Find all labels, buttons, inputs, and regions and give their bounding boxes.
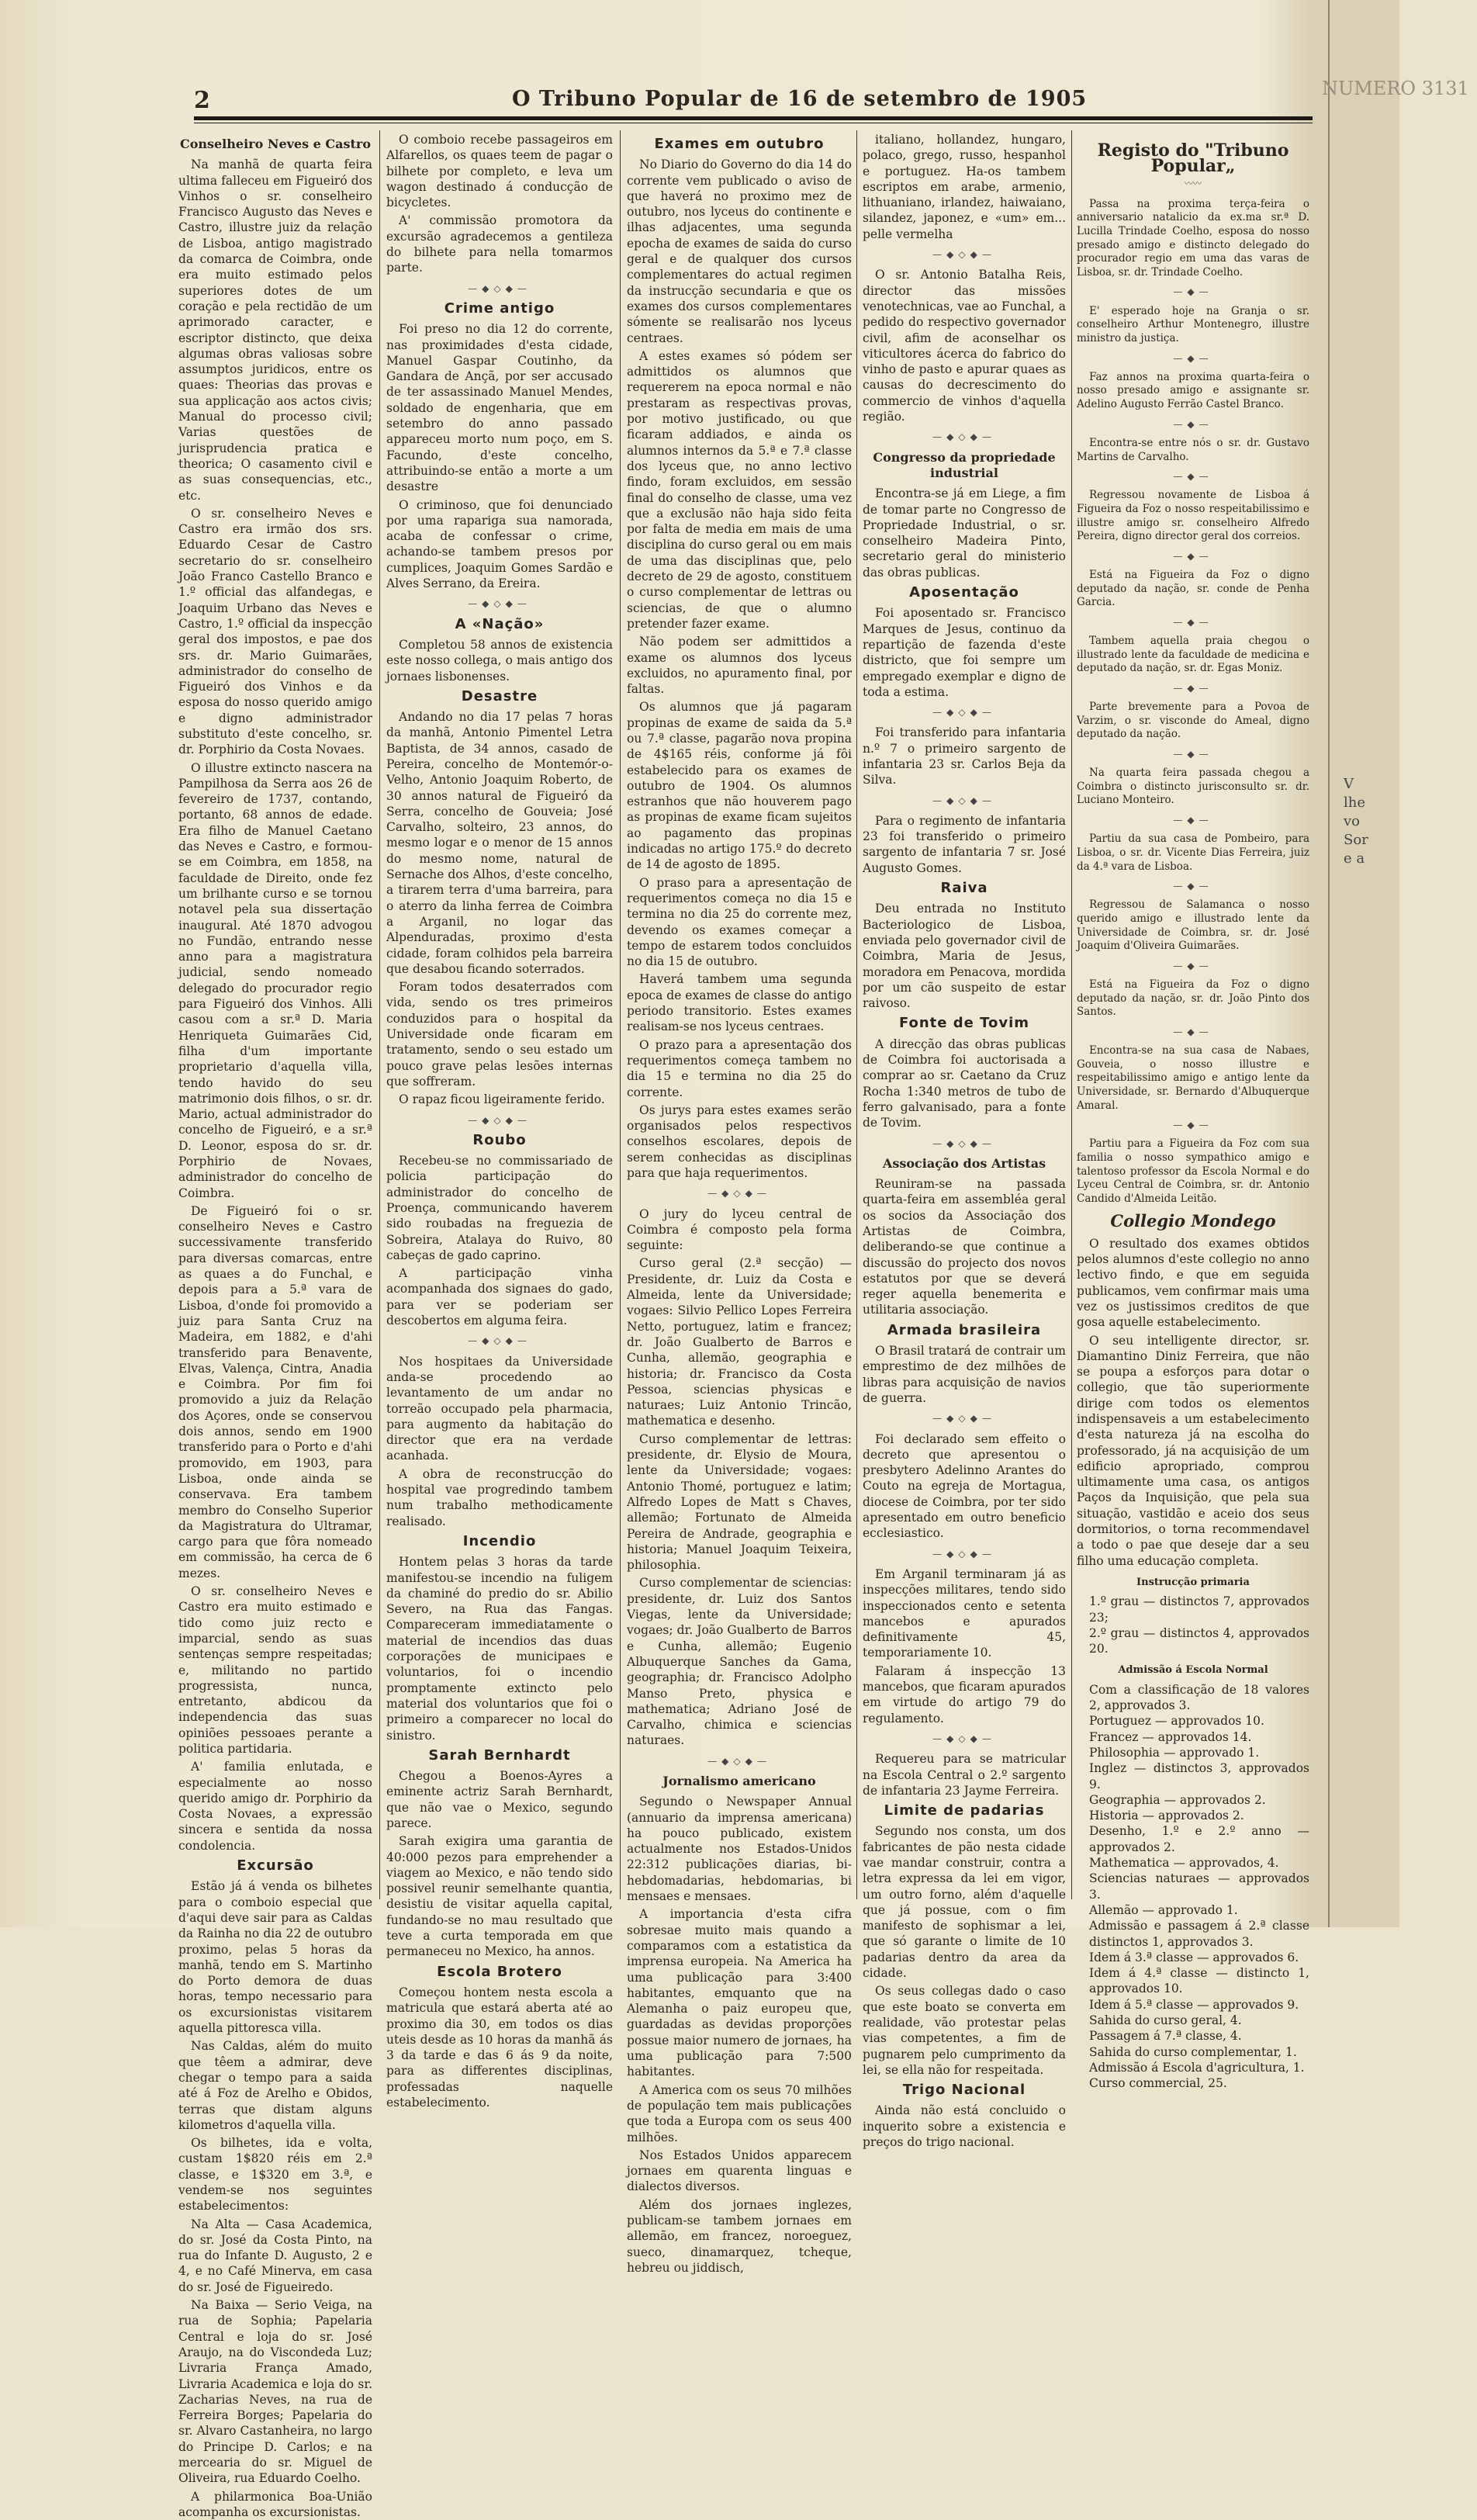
adjacent-page-fragment: V xyxy=(1344,776,1354,792)
adjacent-page-heading: NUMERO 3131 xyxy=(1322,78,1469,99)
article-heading: Limite de padarias xyxy=(884,1802,1045,1819)
article-heading: A «Nação» xyxy=(455,615,545,632)
paragraph: Começou hontem nesta escola a matricula que estará aberta até ao proximo dia 30, em todos os dias uteis desde as 10 horas da manhã ás 3 da tarde e das 6 ás 9 da noite, para as differentes disciplinas, professadas naquelle estabelecimento. xyxy=(386,1985,613,2110)
paragraph: Deu entrada no Instituto Bacteriologico de Lisboa, enviada pelo governador civil de Coimbra, Maria de Jesus, moradora em Penacova, mordida por um cão suspeito de estar raivoso. xyxy=(863,902,1066,1011)
exam-result: Allemão — approvado 1. xyxy=(1089,1902,1238,1917)
column-divider xyxy=(620,130,621,1899)
paragraph: Requereu para se matricular na Escola Central o 2.º sargento de infantaria 23 Jayme Ferreira. xyxy=(863,1752,1066,1798)
article-heading: Incendio xyxy=(462,1532,537,1549)
ornament-divider: —◆— xyxy=(1173,749,1213,760)
paragraph: O comboio recebe passageiros em Alfarellos, os quaes teem de pagar o bilhete por completo, e leva um wagon destinado á conducção de bicycletes. xyxy=(386,133,613,210)
paragraph: O praso para a apresentação de requerimentos começa no dia 15 e termina no dia 25 do corrente mez, devendo os exames começar a tempo de estarem todos concluidos no dia 15 de outubro. xyxy=(627,875,852,969)
exam-result: Admissão á Escola d'agricultura, 1. xyxy=(1089,2060,1305,2075)
exam-result: Inglez — distinctos 3, approvados 9. xyxy=(1089,1761,1309,1791)
registo-item: Tambem aquella praia chegou o illustrado lente da faculdade de medicina e deputado da nação, sr. dr. Egas Moniz. xyxy=(1077,635,1309,675)
ornament-divider: —◆— xyxy=(1173,616,1213,628)
article-heading: Roubo xyxy=(472,1131,527,1148)
adjacent-page-fragment: e a xyxy=(1344,850,1365,867)
paragraph: Haverá tambem uma segunda epoca de exames de classe do antigo periodo transitorio. Estes exames realisam-se nos lyceus centraes. xyxy=(627,972,852,1034)
ornament-divider: —◆◇◆— xyxy=(932,249,996,261)
paragraph: Segundo o Newspaper Annual (annuario da imprensa americana) ha pouco publicado, existem actualmente nos Estados-Unidos 22:312 publicações diarias, bi-hebdomadarias, hebdomarias, bi mensaes e mensaes. xyxy=(627,1795,852,1904)
paragraph: Recebeu-se no commissariado de policia participação do administrador do concelho de Proença, communicando haverem sido roubadas na freguezia de Sobreira, Atalaya do Ruivo, 80 cabeças de gado caprino. xyxy=(386,1154,613,1262)
paragraph: A direcção das obras publicas de Coimbra foi auctorisada a comprar ao sr. Caetano da Cruz Rocha 1:340 metros de tubo de ferro galvanisado, para a fonte de Tovim. xyxy=(863,1037,1066,1130)
paragraph: De Figueiró foi o sr. conselheiro Neves e Castro successivamente transferido para diversas comarcas, entre as quaes a do Funchal, e depois para a 5.ª vara de Lisboa, d'onde foi promovido a juiz para Santa Cruz na Madeira, em 1882, e d'ahi transferido para Benavente, Elvas, Valença, Cintra, Anadia e Coimbra. Por fim foi promovido a juiz da Relação dos Açores, onde se conservou dois annos, sendo em 1900 transferido para o Porto e d'ahi promovido, em 1903, para Lisboa, onde ainda se conservava. Era tambem membro do Conselho Superior da Magistratura do Ultramar, cargo para que fôra nomeado em commissão, ha cerca de 6 mezes. xyxy=(178,1203,372,1580)
ornament-divider: —◆◇◆— xyxy=(932,707,996,718)
article-heading: Jornalismo americano xyxy=(662,1773,816,1788)
paragraph: A' commissão promotora da excursão agradecemos a gentileza do bilhete para nella tomarmos parte. xyxy=(386,213,613,275)
paragraph: O sr. conselheiro Neves e Castro era muito estimado e tido como juiz recto e imparcial, sendo as suas sentenças sempre respeitadas; e, militando no partido progressista, nunca, entretanto, abdicou da independencia das suas opiniões pessoaes perante a politica partidaria. xyxy=(178,1584,372,1756)
paragraph: Nos hospitaes da Universidade anda-se procedendo ao levantamento de um andar no torreão occupado pela pharmacia, para augmento da habitação do director que era na verdade acanhada. xyxy=(386,1354,613,1463)
paragraph: Sarah exigira uma garantia de 40:000 pezos para emprehender a viagem ao Mexico, e não tendo sido possivel reunir semelhante quantia, desistiu de visitar aquella capital, fundando-se no mau resultado que teve a curta temporada em que permaneceu no Mexico, ha annos. xyxy=(386,1834,613,1959)
registo-item: Está na Figueira da Foz o digno deputado da nação, sr. dr. João Pinto dos Santos. xyxy=(1077,978,1309,1019)
paragraph: Em Arganil terminaram já as inspecções militares, tendo sido inspeccionados cento e setenta mancebos e apurados definitivamente 45, temporariamente 10. xyxy=(863,1566,1066,1660)
page-header xyxy=(194,87,1311,115)
adjacent-page-fragment: lhe xyxy=(1344,794,1366,811)
paragraph: Além dos jornaes inglezes, publicam-se tambem jornaes em allemão, em francez, noroeguez, sueco, dinamarquez, tcheque, hebreu ou jiddisch, xyxy=(627,2197,852,2275)
paragraph: italiano, hollandez, hungaro, polaco, grego, russo, hespanhol e portuguez. Ha-os tambem escriptos em arabe, armenio, lithuaniano, irlandez, haiwaiano, silandez, japonez, e «um» em... pelle vermelha xyxy=(863,133,1066,241)
ornament-divider: —◆◇◆— xyxy=(932,794,996,806)
ornament-divider: —◆◇◆— xyxy=(707,1188,771,1199)
paragraph: Para o regimento de infantaria 23 foi transferido o primeiro sargento de infantaria 7 sr. José Augusto Gomes. xyxy=(863,813,1066,875)
paragraph: Completou 58 annos de existencia este nosso collega, o mais antigo dos jornaes lisbonenses. xyxy=(386,637,613,684)
paragraph: Ainda não está concluido o inquerito sobre a existencia e preços do trigo nacional. xyxy=(863,2103,1066,2150)
paragraph: Andando no dia 17 pelas 7 horas da manhã, Antonio Pimentel Letra Baptista, de 34 annos, casado de Pereira, concelho de Montemór-o-Velho, Antonio Joaquim Roberto, de 30 annos natural de Figueiró da Serra, concelho de Gouveia; José Carvalho, solteiro, 23 annos, do mesmo logar e o menor de 15 annos do mesmo nome, natural de Sernache dos Alhos, d'este concelho, a tirarem terra d'uma barreira, para o aterro da linha ferrea de Coimbra a Arganil, no logar das Alpenduradas, proximo d'esta cidade, foram colhidos pela barreira que desabou ficando soterrados. xyxy=(386,710,613,976)
paragraph: O jury do lyceu central de Coimbra é composto pela forma seguinte: xyxy=(627,1206,852,1253)
paragraph: A importancia d'esta cifra sobresae muito mais quando a comparamos com a estatistica da imprensa europeia. Na America ha uma publicação para 3:400 habitantes, emquanto que na Alemanha o paiz europeu que, guardadas as devidas proporções possue maior numero de jornaes, ha uma publicação para 7:500 habitantes. xyxy=(627,1907,852,2079)
article-heading: Sarah Bernhardt xyxy=(428,1746,571,1764)
exam-result: Passagem á 7.ª classe, 4. xyxy=(1089,2029,1242,2044)
exam-result: Mathematica — approvados, 4. xyxy=(1089,1856,1279,1871)
registo-item: Na quarta feira passada chegou a Coimbra o distincto jurisconsulto sr. dr. Luciano Monteiro. xyxy=(1077,767,1309,807)
ornament-divider: —◆— xyxy=(1173,1120,1213,1131)
exam-result: 1.º grau — distinctos 7, approvados 23; xyxy=(1089,1594,1309,1625)
section-heading: Registo do "Tribuno Popular„ xyxy=(1097,140,1289,177)
article-heading: Armada brasileira xyxy=(887,1321,1042,1338)
column-4 xyxy=(863,132,1066,2150)
ornament-divider: —◆— xyxy=(1173,815,1213,826)
paragraph: Chegou a Boenos-Ayres a eminente actriz Sarah Bernhardt, que não vae o Mexico, segundo parece. xyxy=(386,1769,613,1830)
paragraph: Na Alta — Casa Academica, do sr. José da Costa Pinto, na rua do Infante D. Augusto, 2 e 4, e no Café Minerva, em casa do sr. José de Figueiredo. xyxy=(178,2217,372,2294)
ornament-divider: —◆◇◆— xyxy=(932,1137,996,1149)
exam-result: Francez — approvados 14. xyxy=(1089,1729,1252,1744)
ornament-divider: 〰〰 xyxy=(1185,178,1202,189)
paragraph: Encontra-se já em Liege, a fim de tomar parte no Congresso de Propriedade Industrial, o sr. conselheiro Madeira Pinto, secretario geral do ministerio das obras publicas. xyxy=(863,486,1066,580)
exam-result: Historia — approvados 2. xyxy=(1089,1809,1244,1823)
paragraph: O Brasil tratará de contrair um emprestimo de dez milhões de libras para acquisição de navios de guerra. xyxy=(863,1344,1066,1405)
paragraph: O resultado dos exames obtidos pelos alumnos d'este collegio no anno lectivo findo, e que em seguida publicamos, vem confirmar mais uma vez os justissimos creditos de que gosa aquelle estabelecimento. xyxy=(1077,1236,1309,1330)
ornament-divider: —◆— xyxy=(1173,352,1213,364)
column-5 xyxy=(1077,132,1309,2091)
exam-result: Idem á 5.ª classe — approvados 9. xyxy=(1089,1997,1299,2012)
exam-result: Admissão e passagem á 2.ª classe distinctos 1, approvados 3. xyxy=(1089,1919,1309,1949)
paragraph: Na manhã de quarta feira ultima falleceu em Figueiró dos Vinhos o sr. conselheiro Francisco Augusto das Neves e Castro, illustre juiz da relação de Lisboa, antigo magistrado da comarca de Coimbra, onde era muito estimado pelos superiores dotes de um coração e pela rectidão de um aprimorado caracter, e escriptor distincto, que deixa algumas obras valiosas sobre assumptos juridicos, entre os quaes: Theorias das provas e sua applicação aos actos civis; Manual do processo civil; Varias questões de jurisprudencia pratica e theorica; O casamento civil e as suas consequencias, etc., etc. xyxy=(178,158,372,503)
exam-result: Com a classificação de 18 valores 2, approvados 3. xyxy=(1089,1682,1309,1713)
registo-item: Faz annos na proxima quarta-feira o nosso presado amigo e assignante sr. Adelino Augusto Ferrão Castel Branco. xyxy=(1077,370,1309,411)
exam-result: Idem á 4.ª classe — distincto 1, approvados 10. xyxy=(1089,1966,1309,1996)
exam-result: Sciencias naturaes — approvados 3. xyxy=(1089,1871,1309,1902)
paragraph: No Diario do Governo do dia 14 do corrente vem publicado o aviso de que haverá no proximo mez de outubro, nos lyceus do continente e ilhas adjacentes, uma segunda epocha de exames de saida do curso geral e de qualquer dos cursos complementares do actual regimen da instrucção secundaria e que os exames dos cursos complementares sómente se realisarão nos lyceus centraes. xyxy=(627,158,852,345)
adjacent-page-edge xyxy=(1322,0,1469,1927)
column-divider xyxy=(379,130,380,1899)
registo-item: Regressou novamente de Lisboa á Figueira da Foz o nosso respeitabilissimo e illustre amigo sr. conselheiro Alfredo Pereira, digno director geral dos correios. xyxy=(1077,489,1309,543)
sub-heading: Admissão á Escola Normal xyxy=(1118,1664,1268,1677)
ornament-divider: —◆— xyxy=(1173,682,1213,694)
paragraph: A estes exames só pódem ser admittidos os alumnos que requererem na epoca normal e não prestaram as respectivas provas, por motivo justificado, ou que ficaram addiados, e ainda os alumnos internos da 5.ª e 7.ª classe dos lyceus que, no anno lectivo findo, foram excluidos, em sessão final do conselho de classe, uma vez que a exclusão não haja sido feita por falta de media em mais de uma disciplina do curso geral ou em mais de uma das disciplinas que, pelo decreto de 29 de agosto, constituem o curso complementar de lettras ou sciencias, de que o alumno pretender fazer exame. xyxy=(627,348,852,631)
paragraph: O rapaz ficou ligeiramente ferido. xyxy=(399,1092,605,1107)
paragraph: O illustre extincto nascera na Pampilhosa da Serra aos 26 de fevereiro de 1737, contando, portanto, 68 annos de edade. Era filho de Manuel Caetano das Neves e Castro, e formou-se em Coimbra, em 1858, na faculdade de Direito, onde fez um brilhante curso e se tornou notavel pela sua dissertação inaugural. Até 1870 advogou no Fundão, entrando nesse anno para a magistratura judicial, sendo nomeado delegado do procurador regio para Figueiró dos Vinhos. Alli casou com a sr.ª D. Maria Henriqueta Guimarães Cid, filha d'um importante proprietario d'aquella villa, tendo havido do seu matrimonio dois filhos, o sr. dr. Mario, actual administrador do concelho de Figueiró, e a sr.ª D. Leonor, esposa do sr. dr. Porphirio de Novaes, administrador do concelho de Coimbra. xyxy=(178,760,372,1200)
column-divider xyxy=(1071,130,1072,1899)
registo-item: Partiu da sua casa de Pombeiro, para Lisboa, o sr. dr. Vicente Dias Ferreira, juiz da 4.ª vara de Lisboa. xyxy=(1077,832,1309,873)
paragraph: A' familia enlutada, e especialmente ao nosso querido amigo dr. Porphirio da Costa Novaes, a expressão sincera e sentida da nossa condolencia. xyxy=(178,1760,372,1853)
article-heading: Escola Brotero xyxy=(437,1963,562,1980)
article-heading: Aposentação xyxy=(909,584,1019,601)
article-heading: Crime antigo xyxy=(444,299,555,317)
ornament-divider: —◆— xyxy=(1173,286,1213,298)
article-heading: Trigo Nacional xyxy=(902,2082,1026,2099)
column-1 xyxy=(178,132,372,2519)
exam-result: 2.º grau — distinctos 4, approvados 20. xyxy=(1089,1625,1309,1656)
paragraph: Foi declarado sem effeito o decreto que apresentou o presbytero Adelinno Arantes do Couto na egreja de Mortagua, diocese de Coimbra, por ter sido apresentado em outro beneficio ecclesiastico. xyxy=(863,1431,1066,1541)
article-heading: Excursão xyxy=(237,1857,314,1874)
adjacent-page-fragment: Sor xyxy=(1344,832,1368,848)
paragraph: A philarmonica Boa-União acompanha os excursionistas. xyxy=(178,2489,372,2519)
paragraph: Os alumnos que já pagaram propinas de exame de saida da 5.ª ou 7.ª classe, pagarão nova propina de 4$165 réis, conforme já fôi estabelecido para os exames de outubro de 1904. Os alumnos estranhos que não houverem pago as propinas de exame ficam sujeitos ao pagamento das propinas indicadas no artigo 175.º do decreto de 14 de agosto de 1895. xyxy=(627,700,852,872)
paragraph: O criminoso, que foi denunciado por uma rapariga sua namorada, acaba de confessar o crime, achando-se tambem presos por cumplices, Joaquim Gomes Sardão e Alves Serrano, da Ereira. xyxy=(386,497,613,591)
paragraph: Não podem ser admittidos a exame os alumnos dos lyceus excluidos, no apuramento final, por faltas. xyxy=(627,635,852,697)
paragraph: Curso geral (2.ª secção) — Presidente, dr. Luiz da Costa e Almeida, lente da Universidade; vogaes: Silvio Pellico Lopes Ferreira Netto, portuguez, latim e francez; dr. João Gualberto de Barros e Cunha, allemão, geographia e historia; dr. Francisco da Costa Pessoa, sciencias physicas e naturaes; Luiz Antonio Trincão, mathematica e desenho. xyxy=(627,1256,852,1428)
article-heading: Associação dos Artistas xyxy=(882,1155,1046,1171)
article-heading: Exames em outubro xyxy=(654,136,825,152)
adjacent-page-fragment: vo xyxy=(1344,813,1361,829)
paragraph: Nas Caldas, além do muito que têem a admirar, deve chegar o tempo para a saida até á Foz de Arelho e Obidos, terras que distam alguns kilometros d'aquella villa. xyxy=(178,2039,372,2132)
paragraph: O prazo para a apresentação dos requerimentos começa tambem no dia 15 e termina no dia 25 do corrente. xyxy=(627,1037,852,1099)
ornament-divider: —◆◇◆— xyxy=(932,1732,996,1744)
exam-result: Curso commercial, 25. xyxy=(1089,2076,1227,2091)
page-number: 2 xyxy=(194,87,210,114)
ornament-divider: —◆◇◆— xyxy=(468,1335,531,1347)
paragraph: Estão já á venda os bilhetes para o comboio especial que d'aqui deve sair para as Caldas da Rainha no dia 22 de outubro proximo, pelas 5 horas da manhã, tendo em S. Martinho do Porto demora de duas horas, tempo necessario para os excursionistas visitarem aquella pittoresca villa. xyxy=(178,1879,372,2036)
paragraph: Nos Estados Unidos apparecem jornaes em quarenta linguas e dialectos diversos. xyxy=(627,2148,852,2194)
paragraph: Os seus collegas dado o caso que este boato se converta em realidade, vão protestar pelas vias competentes, a fim de pugnarem pelo cumprimento da lei, se ella não for respeitada. xyxy=(863,1984,1066,2077)
column-3 xyxy=(627,132,852,2275)
exam-result: Sahida do curso geral, 4. xyxy=(1089,2013,1242,2027)
column-2 xyxy=(386,132,613,2110)
registo-item: Está na Figueira da Foz o digno deputado da nação, sr. conde de Penha Garcia. xyxy=(1077,569,1309,609)
ornament-divider: —◆◇◆— xyxy=(468,282,531,294)
ornament-divider: —◆◇◆— xyxy=(932,1413,996,1424)
ornament-divider: —◆— xyxy=(1173,960,1213,971)
registo-item: Passa na proxima terça-feira o anniversario natalicio da ex.ma sr.ª D. Lucilla Trindade Coelho, esposa do nosso presado amigo e distincto delegado do procurador regio em uma das varas de Lisboa, sr. dr. Trindade Coelho. xyxy=(1077,197,1309,279)
exam-result: Idem á 3.ª classe — approvados 6. xyxy=(1089,1950,1299,1964)
paragraph: Curso complementar de lettras: presidente, dr. Elysio de Moura, lente da Universidade; vogaes: Antonio Thomé, portuguez e latim; Alfredo Lopes de Matt s Chaves, allemão; Fortunato de Almeida Pereira de Andrade, geographia e historia; Manuel Joaquim Teixeira, philosophia. xyxy=(627,1431,852,1573)
paragraph: A participação vinha acompanhada dos signaes do gado, para ver se poderiam ser descobertos em alguma feira. xyxy=(386,1266,613,1328)
ornament-divider: —◆◇◆— xyxy=(468,598,531,610)
ornament-divider: —◆◇◆— xyxy=(468,1114,531,1126)
paragraph: O seu intelligente director, sr. Diamantino Diniz Ferreira, que não se poupa a esforços para dotar o collegio, que tão superiormente dirige com todos os elementos indispensaveis a um estabelecimento d'esta natureza já na escolha do professorado, já na acquisição de um edificio apropriado, comprou ultimamente uma casa, os antigos Paços da Inquisição, que pela sua situação, vastidão e aceio dos seus dormitorios, o torna recommendavel a todo o pae que deseje dar a seu filho uma educação completa. xyxy=(1077,1333,1309,1568)
exam-result: Philosophia — approvado 1. xyxy=(1089,1745,1260,1760)
article-heading: Raiva xyxy=(940,880,988,897)
paragraph: O sr. conselheiro Neves e Castro era irmão dos srs. Eduardo Cesar de Castro secretario do sr. conselheiro João Franco Castello Branco e 1.º official das alfandegas, e Joaquim Urbano das Neves e Castro, 1.º official da inspecção geral dos impostos, e pae dos srs. dr. Mario Guimarães, administrador do conselho de Figueiró dos Vinhos e da esposa do nosso querido amigo e digno administrador substituto d'este concelho, sr. dr. Porphirio da Costa Novaes. xyxy=(178,506,372,757)
paragraph: Segundo nos consta, um dos fabricantes de pão nesta cidade vae mandar construir, contra a letra expressa da lei em vigor, um outro forno, além d'aquelle que já possue, com o fim manifesto de sophismar a lei, que só garante o limite de 10 padarias dentro da area da cidade. xyxy=(863,1824,1066,1981)
column-divider xyxy=(856,130,857,1899)
ornament-divider: —◆— xyxy=(1173,471,1213,483)
article-heading: Desastre xyxy=(461,687,538,704)
ornament-divider: —◆— xyxy=(1173,550,1213,562)
article-heading: Fonte de Tovim xyxy=(898,1015,1030,1032)
paragraph: Falaram á inspecção 13 mancebos, que ficaram apurados em virtude do artigo 79 do regulamento. xyxy=(863,1663,1066,1726)
article-heading: Congresso da propriedade industrial xyxy=(873,449,1056,480)
registo-item: Encontra-se na sua casa de Nabaes, Gouveia, o nosso illustre e respeitabilissimo amigo e antigo lente da Universidade, sr. Bernardo d'Albuquerque Amaral. xyxy=(1077,1044,1309,1112)
registo-item: Parte brevemente para a Povoa de Varzim, o sr. visconde do Ameal, digno deputado da nação. xyxy=(1077,701,1309,741)
paragraph: A obra de reconstrucção do hospital vae progredindo tambem num trabalho methodicamente realisado. xyxy=(386,1466,613,1528)
registo-item: Encontra-se entre nós o sr. dr. Gustavo Martins de Carvalho. xyxy=(1077,436,1309,463)
ornament-divider: —◆— xyxy=(1173,418,1213,430)
article-heading: Conselheiro Neves e Castro xyxy=(179,137,372,151)
paragraph: Na Baixa — Serio Veiga, na rua de Sophia; Papelaria Central e loja do sr. José Araujo, na do Viscondeda Luz; Livraria França Amado, Livraria Academica e loja do sr. Zacharias Neves, na rua de Ferreira Borges; Papelaria do sr. Alvaro Castanheira, no largo do Principe D. Carlos; e na mercearia do sr. Miguel de Oliveira, rua Eduardo Coelho. xyxy=(178,2298,372,2486)
registo-item: Regressou de Salamanca o nosso querido amigo e illustrado lente da Universidade de Coimbra, sr. dr. José Joaquim d'Oliveira Guimarães. xyxy=(1077,898,1309,953)
ornament-divider: —◆◇◆— xyxy=(932,1548,996,1559)
header-rule xyxy=(194,116,1313,120)
article-heading: Collegio Mondego xyxy=(1110,1211,1276,1231)
registo-item: Partiu para a Figueira da Foz com sua familia o nosso sympathico amigo e talentoso professor da Escola Normal e do Lyceu Central de Coimbra, sr. dr. Antonio Candido d'Almeida Leitão. xyxy=(1077,1137,1309,1205)
sub-heading: Instrucção primaria xyxy=(1136,1576,1250,1588)
ornament-divider: —◆— xyxy=(1173,881,1213,892)
ornament-divider: —◆— xyxy=(1173,1026,1213,1037)
paragraph: Os bilhetes, ida e volta, custam 1$820 réis em 2.ª classe, e 1$320 em 3.ª, e vendem-se nos seguintes estabelecimentos: xyxy=(178,2136,372,2214)
exam-result: Portuguez — approvados 10. xyxy=(1089,1714,1264,1729)
exam-result: Sahida do curso complementar, 1. xyxy=(1089,2044,1297,2059)
paragraph: Hontem pelas 3 horas da tarde manifestou-se incendio na fuligem da chaminé do predio do sr. Abilio Severo, na Rua das Fangas. Compareceram immediatamente o material de incendios das duas corporações de municipaes e voluntarios, foi o incendio promptamente extincto pelo material dos voluntarios que foi o primeiro a comparecer no local do sinistro. xyxy=(386,1555,613,1743)
masthead: O Tribuno Popular de 16 de setembro de 1905 xyxy=(512,87,1088,111)
paragraph: Foram todos desaterrados com vida, sendo os tres primeiros conduzidos para o hospital da Universidade onde ficaram em tratamento, sendo o seu estado um pouco grave pelas lesões internas que soffreram. xyxy=(386,980,613,1089)
paragraph: O sr. Antonio Batalha Reis, director das missões venotechnicas, vae ao Funchal, a pedido do respectivo governador civil, afim de aconselhar os viticultores ácerca do fabrico do vinho de pasto e apurar quaes as causas do decrescimento do commercio de vinhos d'aquella região. xyxy=(863,268,1066,424)
exam-result: Desenho, 1.º e 2.º anno — approvados 2. xyxy=(1089,1824,1309,1854)
ornament-divider: —◆◇◆— xyxy=(932,431,996,443)
paragraph: Reuniram-se na passada quarta-feira em assembléa geral os socios da Associação dos Artistas de Coimbra, deliberando-se que continue a discussão do projecto dos novos estatutos por que se deverá reger aquella benemerita e utilitaria associação. xyxy=(863,1177,1066,1317)
paragraph: Foi aposentado sr. Francisco Marques de Jesus, continuo da repartição de fazenda d'este districto, que foi sempre um empregado exemplar e digno de toda a estima. xyxy=(863,606,1066,699)
paragraph: Foi transferido para infantaria n.º 7 o primeiro sargento de infantaria 23 sr. Carlos Beja da Silva. xyxy=(863,725,1066,788)
paragraph: A America com os seus 70 milhões de população tem mais publicações que toda a Europa com os seus 400 milhões. xyxy=(627,2082,852,2144)
ornament-divider: —◆◇◆— xyxy=(707,1755,771,1767)
exam-result: Geographia — approvados 2. xyxy=(1089,1792,1266,1807)
paragraph: Foi preso no dia 12 do corrente, nas proximidades d'esta cidade, Manuel Gaspar Coutinho, da Gandara de Ançã, por ser accusado de ter assassinado Manuel Mendes, soldado de engenharia, que em setembro do anno passado appareceu morto num poço, em S. Facundo, d'este concelho, attribuindo-se então a morte a um desastre xyxy=(386,322,613,494)
registo-item: E' esperado hoje na Granja o sr. conselheiro Arthur Montenegro, illustre ministro da justiça. xyxy=(1077,304,1309,344)
paragraph: Os jurys para estes exames serão organisados pelos respectivos conselhos escolares, depois de serem conhecidas as disciplinas para que haja requerimentos. xyxy=(627,1102,852,1180)
paragraph: Curso complementar de sciencias: presidente, dr. Luiz dos Santos Viegas, lente da Universidade; vogaes; dr. João Gualberto de Barros e Cunha, allemão; Eugenio Albuquerque Sanches da Gama, geographia; dr. Francisco Adolpho Manso Preto, physica e mathematica; Adriano José de Carvalho, chimica e sciencias naturaes. xyxy=(627,1576,852,1748)
